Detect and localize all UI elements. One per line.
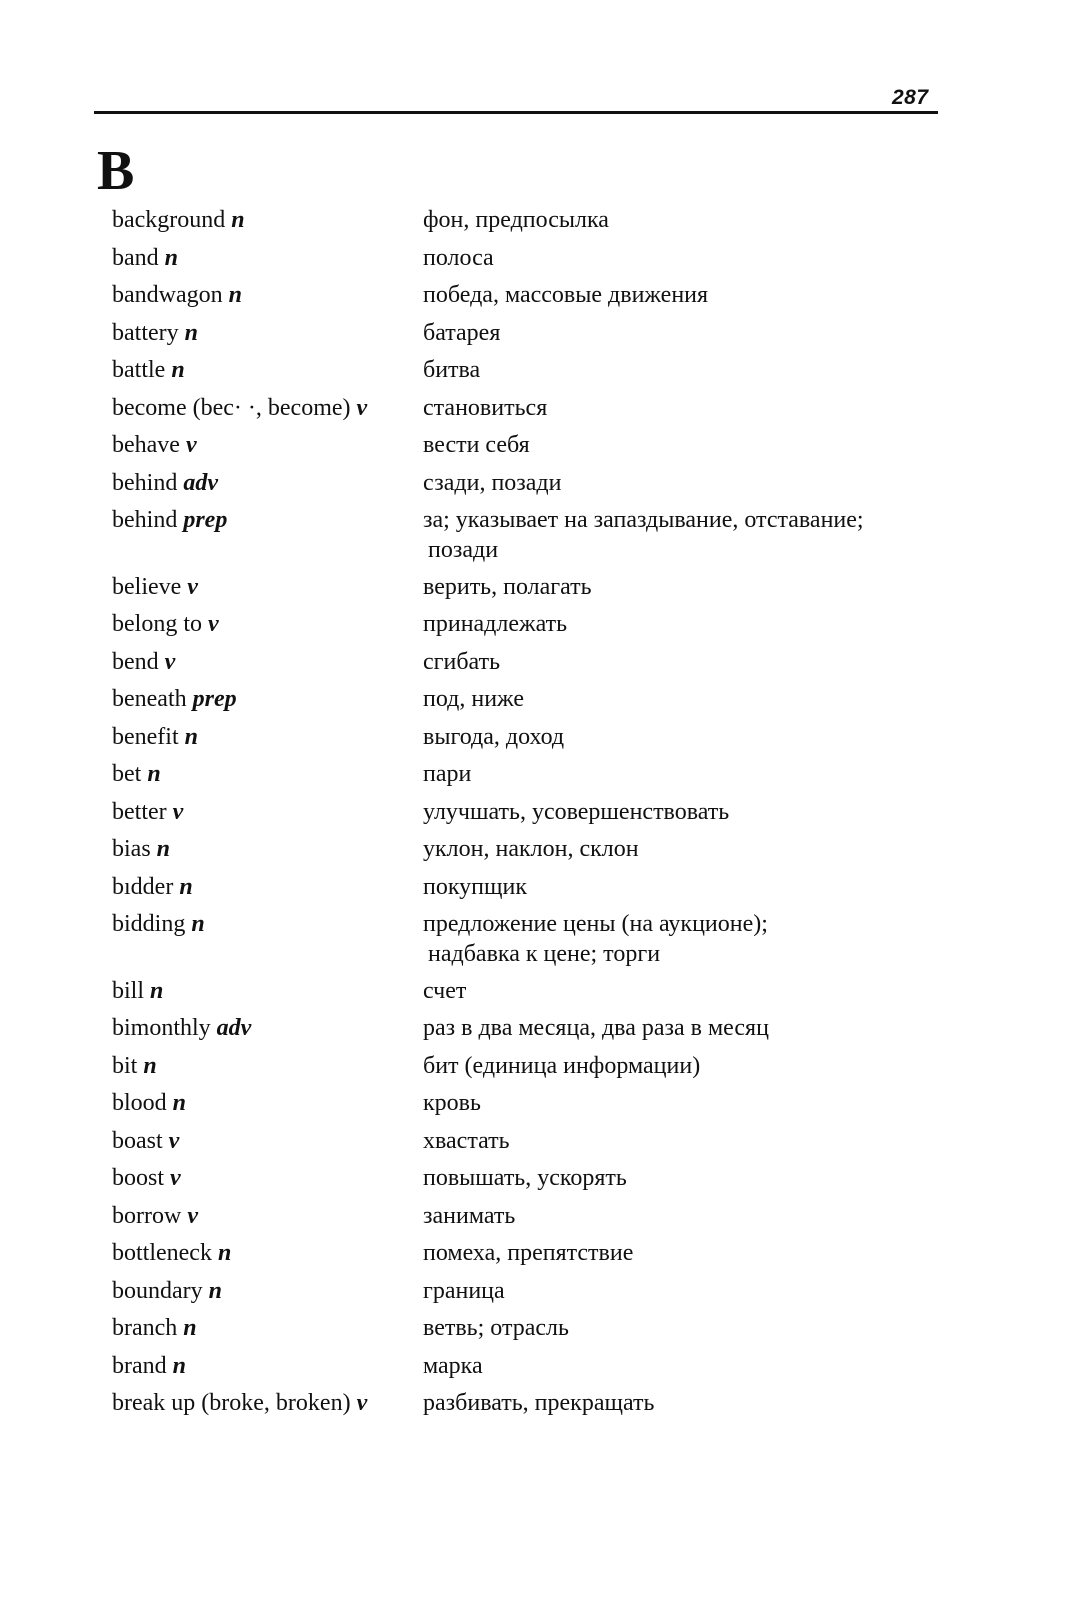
- entry-part-of-speech: n: [191, 911, 205, 937]
- entry-term: [112, 1051, 157, 1081]
- entry-term: [112, 797, 183, 827]
- entry-term: [112, 318, 198, 348]
- entry-part-of-speech: v: [356, 1390, 368, 1416]
- entry-translation: [423, 1351, 923, 1381]
- entry-term: [112, 1163, 181, 1193]
- entry-translation: [423, 505, 923, 565]
- entry-translation: [423, 1388, 923, 1418]
- entry-term: [112, 243, 178, 273]
- entry-translation: [423, 909, 923, 969]
- entry-term: [112, 1126, 179, 1156]
- entry-translation: [423, 572, 923, 602]
- entry-term: [112, 430, 197, 460]
- entry-part-of-speech: n: [184, 319, 198, 346]
- entry-term: [112, 468, 218, 498]
- entry-part-of-speech: n: [228, 282, 242, 308]
- translation-line: разбивать, прекращать: [423, 1390, 655, 1416]
- entry-part-of-speech: n: [208, 1277, 223, 1304]
- entry-part-of-speech: v: [185, 432, 197, 458]
- entry-translation: [423, 355, 923, 385]
- entry-word: bit: [112, 1052, 138, 1079]
- entry-word: beneath: [112, 686, 187, 712]
- entry-part-of-speech: n: [150, 977, 164, 1004]
- translation-line: повышать, ускорять: [423, 1165, 627, 1191]
- entry-translation: [423, 318, 923, 348]
- entry-part-of-speech: n: [183, 1315, 197, 1341]
- translation-line: хвастать: [423, 1127, 510, 1154]
- entry-word: bidding: [112, 911, 186, 937]
- entry-word: benefit: [112, 723, 179, 750]
- entry-word: blood: [112, 1090, 167, 1116]
- entry-word: battle: [112, 357, 166, 383]
- translation-line: пари: [423, 761, 472, 787]
- translation-line: победа, массовые движения: [423, 282, 709, 308]
- entry-term: [112, 572, 198, 602]
- entry-term: [112, 1388, 367, 1418]
- entry-translation: [423, 393, 923, 423]
- entry-word: bet: [112, 761, 142, 787]
- translation-line: принадлежать: [423, 611, 568, 637]
- entry-part-of-speech: v: [187, 573, 198, 600]
- entry-part-of-speech: n: [147, 761, 161, 787]
- translation-line: граница: [423, 1277, 505, 1304]
- entry-translation: [423, 1051, 923, 1081]
- entry-term: [112, 684, 237, 714]
- translation-line: ветвь; отрасль: [423, 1315, 569, 1341]
- entry-part-of-speech: n: [164, 244, 179, 271]
- entry-translation: [423, 647, 923, 677]
- translation-line: занимать: [423, 1202, 516, 1229]
- entry-term: [112, 1238, 231, 1268]
- entry-part-of-speech: v: [168, 1127, 180, 1154]
- entry-term: [112, 1088, 186, 1118]
- entry-part-of-speech: n: [143, 1052, 157, 1079]
- entry-part-of-speech: n: [179, 873, 193, 900]
- entry-term: [112, 393, 367, 423]
- entry-word: bandwagon: [112, 282, 223, 308]
- entry-word: belong to: [112, 611, 202, 637]
- entry-word: bend: [112, 648, 159, 675]
- translation-line: раз в два месяца, два раза в месяц: [423, 1015, 769, 1041]
- entry-word: behind: [112, 469, 178, 496]
- entry-term: [112, 1313, 197, 1343]
- entry-word: borrow: [112, 1202, 182, 1229]
- entry-part-of-speech: v: [170, 1165, 181, 1191]
- entry-translation: [423, 1126, 923, 1156]
- entry-part-of-speech: n: [171, 357, 185, 383]
- translation-line: надбавка к цене; торги: [428, 941, 661, 967]
- entry-word: band: [112, 244, 159, 271]
- section-letter: B: [97, 140, 135, 202]
- translation-line: бит (единица информации): [423, 1052, 701, 1079]
- entry-part-of-speech: n: [172, 1090, 187, 1116]
- entry-term: [112, 355, 185, 385]
- entry-translation: [423, 976, 923, 1006]
- entry-part-of-speech: n: [184, 723, 198, 750]
- translation-line: сгибать: [423, 648, 501, 675]
- entry-part-of-speech: v: [164, 648, 176, 675]
- entry-part-of-speech: n: [172, 1352, 187, 1379]
- entry-word: boundary: [112, 1277, 203, 1304]
- entry-translation: [423, 1313, 923, 1343]
- entry-word: boast: [112, 1127, 163, 1154]
- translation-line: фон, предпосылка: [423, 207, 609, 233]
- entry-word: behave: [112, 432, 180, 458]
- translation-line: полоса: [423, 244, 494, 271]
- entry-word: branch: [112, 1315, 178, 1341]
- entry-part-of-speech: v: [187, 1202, 198, 1229]
- entry-word: believe: [112, 573, 182, 600]
- entry-term: [112, 1351, 186, 1381]
- entry-part-of-speech: adv: [216, 1015, 252, 1041]
- entry-term: [112, 872, 193, 902]
- entry-translation: [423, 1276, 923, 1306]
- entry-term: [112, 976, 163, 1006]
- entry-translation: [423, 280, 923, 310]
- entry-translation: [423, 609, 923, 639]
- entry-term: [112, 834, 170, 864]
- translation-line: улучшать, усовершенствовать: [423, 798, 730, 825]
- entry-part-of-speech: n: [231, 207, 245, 233]
- translation-line: предложение цены (на аукционе);: [423, 911, 768, 937]
- entry-word: battery: [112, 319, 179, 346]
- entry-word: background: [112, 207, 226, 233]
- entry-word: bimonthly: [112, 1015, 211, 1041]
- entry-term: [112, 205, 245, 235]
- entry-term: [112, 609, 219, 639]
- entry-translation: [423, 468, 923, 498]
- entry-translation: [423, 872, 923, 902]
- entry-part-of-speech: v: [356, 394, 368, 421]
- entry-translation: [423, 1163, 923, 1193]
- translation-line: становиться: [423, 394, 548, 421]
- entry-term: [112, 1013, 251, 1043]
- entry-translation: [423, 243, 923, 273]
- entry-word: behind: [112, 507, 178, 533]
- entry-word: bıdder: [112, 873, 174, 900]
- entry-translation: [423, 430, 923, 460]
- entry-word: better: [112, 798, 167, 825]
- entry-translation: [423, 759, 923, 789]
- translation-line: кровь: [423, 1090, 481, 1116]
- entry-part-of-speech: prep: [192, 686, 237, 712]
- page-number: 287: [892, 86, 929, 109]
- translation-line: марка: [423, 1352, 483, 1379]
- entry-part-of-speech: prep: [183, 507, 228, 533]
- translation-line: под, ниже: [423, 686, 524, 712]
- translation-line: битва: [423, 357, 481, 383]
- translation-line: уклон, наклон, склон: [423, 836, 639, 862]
- entry-word: bill: [112, 977, 145, 1004]
- entry-term: [112, 647, 175, 677]
- entry-translation: [423, 1088, 923, 1118]
- entry-part-of-speech: adv: [183, 469, 218, 496]
- entry-part-of-speech: n: [156, 836, 171, 862]
- translation-line: батарея: [423, 319, 501, 346]
- translation-line: выгода, доход: [423, 723, 565, 750]
- entry-term: [112, 1201, 198, 1231]
- entry-term: [112, 722, 198, 752]
- translation-line: вести себя: [423, 432, 530, 458]
- entry-part-of-speech: v: [172, 798, 184, 825]
- entry-translation: [423, 722, 923, 752]
- translation-line: верить, полагать: [423, 573, 592, 600]
- entry-translation: [423, 1238, 923, 1268]
- entry-translation: [423, 205, 923, 235]
- entry-word: bias: [112, 836, 151, 862]
- entry-word: become (bec· ·, become): [112, 394, 351, 421]
- entry-term: [112, 909, 205, 939]
- entry-term: [112, 759, 161, 789]
- entry-part-of-speech: v: [208, 611, 219, 637]
- entry-translation: [423, 834, 923, 864]
- entry-word: boost: [112, 1165, 165, 1191]
- entry-word: bottleneck: [112, 1240, 212, 1266]
- translation-line: покупщик: [423, 873, 527, 900]
- entry-term: [112, 280, 242, 310]
- entry-term: [112, 505, 227, 535]
- entry-translation: [423, 1201, 923, 1231]
- entry-translation: [423, 1013, 923, 1043]
- entry-translation: [423, 797, 923, 827]
- translation-line: счет: [423, 977, 467, 1004]
- entry-word: brand: [112, 1352, 167, 1379]
- translation-line: позади: [428, 537, 499, 563]
- entry-word: break up (broke, broken): [112, 1390, 351, 1416]
- translation-line: сзади, позади: [423, 469, 562, 496]
- translation-line: помеха, препятствие: [423, 1240, 634, 1266]
- entry-part-of-speech: n: [217, 1240, 232, 1266]
- translation-line: за; указывает на запаздывание, отставание;: [423, 507, 864, 533]
- entry-term: [112, 1276, 222, 1306]
- entry-translation: [423, 684, 923, 714]
